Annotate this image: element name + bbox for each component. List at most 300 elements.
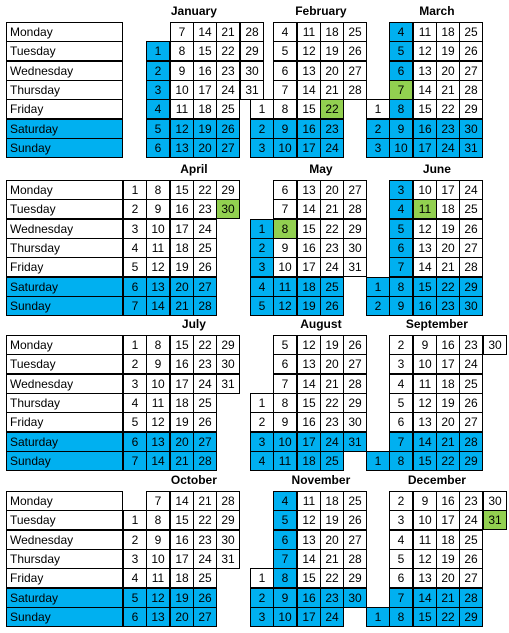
day-cell: 25 [216,99,240,119]
day-cell: 12 [273,296,297,316]
day-cell: 1 [123,335,147,355]
day-label: Thursday [6,238,123,258]
day-cell: 29 [240,41,264,61]
day-cell: 16 [297,588,321,608]
day-cell: 6 [389,61,413,81]
day-cell: 19 [436,549,460,569]
day-cell: 1 [123,510,147,530]
day-label: Wednesday [6,374,123,394]
day-cell: 17 [170,219,194,239]
day-cell: 7 [123,451,147,471]
day-cell: 6 [273,61,297,81]
day-cell: 31 [343,257,367,277]
day-cell: 18 [170,238,194,258]
day-cell: 30 [216,530,240,550]
day-cell: 8 [389,607,413,627]
day-cell: 8 [389,451,413,471]
day-cell: 29 [459,99,483,119]
day-cell: 2 [366,296,390,316]
day-cell: 27 [459,412,483,432]
day-cell: 12 [146,257,170,277]
day-cell: 25 [193,568,217,588]
day-cell: 16 [413,119,437,139]
day-cell: 23 [216,61,240,81]
day-cell: 13 [413,568,437,588]
day-cell: 26 [459,393,483,413]
day-cell: 22 [436,607,460,627]
day-cell: 18 [170,393,194,413]
day-cell: 21 [320,80,344,100]
day-cell: 9 [389,296,413,316]
day-cell: 3 [366,138,390,158]
day-cell: 23 [320,588,344,608]
day-cell: 26 [193,588,217,608]
day-cell: 17 [297,432,321,452]
day-cell: 11 [413,374,437,394]
day-cell: 24 [193,219,217,239]
day-cell: 3 [389,354,413,374]
day-cell: 5 [273,335,297,355]
day-label: Thursday [6,393,123,413]
day-label: Wednesday [6,219,123,239]
day-cell: 14 [413,588,437,608]
day-cell: 3 [389,180,413,200]
day-cell: 31 [240,80,264,100]
day-cell: 11 [146,393,170,413]
day-cell: 4 [146,99,170,119]
day-cell: 5 [389,219,413,239]
day-cell: 5 [389,41,413,61]
day-cell: 18 [436,22,460,42]
day-cell: 1 [250,568,274,588]
day-cell: 18 [193,99,217,119]
day-cell: 22 [216,41,240,61]
day-cell: 18 [320,22,344,42]
day-cell: 6 [389,238,413,258]
day-label: Saturday [6,588,123,608]
day-cell: 15 [413,451,437,471]
day-cell: 22 [320,393,344,413]
day-cell: 1 [123,180,147,200]
day-cell: 11 [170,99,194,119]
day-cell: 24 [216,80,240,100]
day-cell: 6 [123,607,147,627]
day-cell: 30 [216,199,240,219]
day-cell: 20 [170,607,194,627]
day-cell: 9 [413,335,437,355]
day-cell: 29 [343,568,367,588]
day-cell: 15 [297,393,321,413]
day-cell: 7 [273,199,297,219]
day-cell: 1 [250,219,274,239]
day-cell: 31 [483,510,507,530]
day-cell: 23 [320,119,344,139]
day-cell: 21 [436,588,460,608]
day-cell: 30 [216,354,240,374]
day-cell: 3 [123,374,147,394]
day-cell: 30 [240,61,264,81]
day-cell: 13 [413,238,437,258]
day-cell: 1 [366,451,390,471]
day-cell: 3 [250,607,274,627]
day-cell: 12 [413,41,437,61]
day-cell: 1 [366,99,390,119]
day-cell: 28 [343,80,367,100]
day-label: Tuesday [6,41,123,61]
day-cell: 12 [413,549,437,569]
day-cell: 2 [123,354,147,374]
day-cell: 8 [146,510,170,530]
day-cell: 28 [343,374,367,394]
day-cell: 5 [273,41,297,61]
day-cell: 25 [193,238,217,258]
day-cell: 11 [413,530,437,550]
day-cell: 23 [459,491,483,511]
day-cell: 17 [170,374,194,394]
day-cell: 29 [216,180,240,200]
day-cell: 5 [123,412,147,432]
day-cell: 5 [273,510,297,530]
day-cell: 4 [389,22,413,42]
day-label: Monday [6,180,123,200]
day-cell: 19 [436,41,460,61]
day-cell: 15 [193,41,217,61]
day-label: Friday [6,257,123,277]
day-cell: 28 [193,296,217,316]
day-cell: 20 [320,61,344,81]
day-cell: 8 [170,41,194,61]
day-cell: 25 [320,277,344,297]
day-cell: 19 [297,296,321,316]
day-cell: 26 [343,510,367,530]
day-cell: 12 [297,510,321,530]
day-cell: 22 [193,510,217,530]
day-cell: 20 [320,530,344,550]
day-cell: 14 [193,22,217,42]
day-cell: 14 [413,257,437,277]
day-cell: 22 [193,180,217,200]
day-cell: 2 [123,530,147,550]
day-cell: 24 [436,138,460,158]
day-cell: 11 [297,22,321,42]
day-cell: 8 [389,99,413,119]
day-cell: 3 [250,138,274,158]
day-cell: 14 [413,432,437,452]
day-label: Saturday [6,119,123,139]
day-cell: 5 [389,549,413,569]
day-cell: 14 [297,80,321,100]
day-cell: 28 [343,549,367,569]
day-cell: 21 [436,257,460,277]
day-cell: 16 [436,335,460,355]
day-cell: 19 [320,41,344,61]
day-cell: 12 [297,335,321,355]
day-cell: 28 [459,588,483,608]
day-cell: 6 [389,412,413,432]
day-cell: 24 [459,510,483,530]
day-cell: 12 [297,41,321,61]
day-cell: 21 [193,491,217,511]
day-cell: 13 [297,530,321,550]
day-cell: 19 [320,335,344,355]
day-cell: 17 [436,180,460,200]
day-cell: 8 [273,99,297,119]
day-label: Sunday [6,296,123,316]
day-cell: 8 [389,277,413,297]
day-cell: 10 [146,374,170,394]
day-cell: 25 [459,374,483,394]
day-cell: 26 [193,257,217,277]
day-cell: 2 [250,412,274,432]
day-cell: 14 [146,296,170,316]
day-cell: 20 [320,354,344,374]
day-cell: 9 [273,412,297,432]
day-cell: 27 [193,607,217,627]
day-cell: 14 [297,199,321,219]
day-cell: 30 [343,588,367,608]
day-cell: 15 [170,510,194,530]
day-label: Monday [6,335,123,355]
day-label: Tuesday [6,354,123,374]
day-cell: 10 [273,138,297,158]
day-cell: 13 [297,61,321,81]
day-cell: 14 [297,374,321,394]
day-cell: 13 [297,180,321,200]
day-cell: 13 [297,354,321,374]
day-cell: 20 [436,61,460,81]
day-cell: 11 [146,568,170,588]
day-cell: 19 [436,219,460,239]
day-cell: 31 [459,138,483,158]
day-cell: 14 [413,80,437,100]
day-cell: 2 [123,199,147,219]
day-cell: 20 [320,180,344,200]
day-cell: 4 [273,22,297,42]
day-cell: 26 [343,335,367,355]
day-cell: 24 [320,257,344,277]
day-cell: 29 [343,393,367,413]
day-cell: 10 [413,180,437,200]
day-cell: 24 [459,180,483,200]
day-cell: 24 [320,432,344,452]
day-cell: 16 [170,199,194,219]
day-cell: 19 [436,393,460,413]
day-cell: 16 [170,354,194,374]
day-cell: 23 [459,335,483,355]
day-cell: 31 [343,432,367,452]
day-cell: 24 [193,549,217,569]
day-cell: 7 [389,588,413,608]
day-cell: 4 [123,238,147,258]
day-cell: 2 [250,238,274,258]
day-cell: 17 [413,138,437,158]
day-cell: 28 [216,491,240,511]
day-cell: 2 [366,119,390,139]
month-name: December [407,473,466,487]
day-cell: 6 [273,530,297,550]
day-cell: 18 [436,199,460,219]
day-cell: 22 [320,219,344,239]
day-cell: 16 [297,412,321,432]
day-cell: 1 [250,393,274,413]
day-cell: 4 [389,374,413,394]
day-cell: 4 [273,491,297,511]
day-cell: 14 [146,451,170,471]
month-name: July [181,317,206,331]
day-cell: 9 [273,238,297,258]
day-cell: 2 [146,61,170,81]
day-cell: 4 [389,199,413,219]
day-cell: 21 [170,451,194,471]
day-cell: 17 [297,138,321,158]
day-cell: 21 [436,80,460,100]
day-cell: 18 [320,491,344,511]
day-cell: 13 [413,61,437,81]
day-cell: 5 [123,257,147,277]
day-cell: 6 [389,568,413,588]
day-cell: 20 [436,412,460,432]
day-cell: 25 [193,393,217,413]
day-cell: 22 [436,99,460,119]
day-cell: 4 [123,568,147,588]
day-cell: 9 [146,354,170,374]
day-cell: 27 [216,138,240,158]
day-cell: 10 [146,549,170,569]
day-label: Monday [6,22,123,42]
day-label: Wednesday [6,61,123,81]
day-cell: 9 [146,530,170,550]
day-cell: 20 [193,138,217,158]
day-label: Friday [6,99,123,119]
day-cell: 25 [343,491,367,511]
day-label: Sunday [6,138,123,158]
day-cell: 30 [343,412,367,432]
day-cell: 4 [250,451,274,471]
day-cell: 24 [320,607,344,627]
day-cell: 30 [459,119,483,139]
day-cell: 16 [297,119,321,139]
day-cell: 25 [320,451,344,471]
month-name: June [422,162,451,176]
day-cell: 22 [436,277,460,297]
day-cell: 23 [436,296,460,316]
day-cell: 17 [436,354,460,374]
day-cell: 2 [250,588,274,608]
day-cell: 1 [366,607,390,627]
day-cell: 7 [273,80,297,100]
day-cell: 2 [389,335,413,355]
day-label: Sunday [6,607,123,627]
day-cell: 23 [320,238,344,258]
day-cell: 29 [459,277,483,297]
day-cell: 22 [436,451,460,471]
day-cell: 21 [320,374,344,394]
day-cell: 27 [343,61,367,81]
day-cell: 30 [459,296,483,316]
day-cell: 9 [273,588,297,608]
day-cell: 3 [250,432,274,452]
day-cell: 7 [389,432,413,452]
day-cell: 22 [320,99,344,119]
day-cell: 25 [459,530,483,550]
day-cell: 27 [193,277,217,297]
day-cell: 3 [146,80,170,100]
day-cell: 17 [297,607,321,627]
day-label: Thursday [6,80,123,100]
month-name: August [300,317,342,331]
month-name: January [170,4,217,18]
day-cell: 24 [193,374,217,394]
day-cell: 18 [297,277,321,297]
month-name: April [180,162,208,176]
day-cell: 5 [389,393,413,413]
day-label: Tuesday [6,199,123,219]
day-cell: 6 [273,354,297,374]
day-cell: 19 [170,412,194,432]
day-cell: 31 [216,374,240,394]
day-cell: 21 [170,296,194,316]
day-cell: 8 [146,335,170,355]
day-cell: 27 [343,530,367,550]
day-cell: 28 [193,451,217,471]
day-cell: 21 [436,432,460,452]
day-cell: 15 [170,335,194,355]
day-cell: 20 [170,277,194,297]
day-cell: 9 [273,119,297,139]
day-cell: 12 [413,393,437,413]
day-label: Monday [6,491,123,511]
day-cell: 10 [413,354,437,374]
day-cell: 23 [436,119,460,139]
day-cell: 12 [413,219,437,239]
day-label: Saturday [6,277,123,297]
day-cell: 27 [459,61,483,81]
day-cell: 26 [459,219,483,239]
day-label: Friday [6,412,123,432]
day-cell: 17 [170,549,194,569]
day-cell: 18 [297,451,321,471]
day-label: Thursday [6,549,123,569]
day-cell: 26 [459,549,483,569]
day-cell: 18 [436,374,460,394]
day-cell: 10 [273,257,297,277]
day-cell: 21 [216,22,240,42]
day-cell: 1 [250,99,274,119]
day-cell: 25 [459,199,483,219]
day-cell: 18 [436,530,460,550]
day-cell: 29 [459,451,483,471]
day-cell: 26 [193,412,217,432]
day-cell: 27 [343,180,367,200]
day-label: Sunday [6,451,123,471]
day-cell: 15 [413,99,437,119]
day-cell: 31 [216,549,240,569]
day-cell: 4 [250,277,274,297]
day-cell: 16 [193,61,217,81]
month-name: October [170,473,217,487]
day-cell: 15 [297,219,321,239]
day-cell: 8 [273,219,297,239]
day-label: Friday [6,568,123,588]
day-cell: 24 [320,138,344,158]
day-cell: 13 [146,432,170,452]
day-cell: 5 [146,119,170,139]
day-cell: 11 [413,199,437,219]
day-cell: 13 [413,412,437,432]
day-cell: 16 [170,530,194,550]
day-cell: 26 [459,41,483,61]
day-cell: 14 [170,491,194,511]
